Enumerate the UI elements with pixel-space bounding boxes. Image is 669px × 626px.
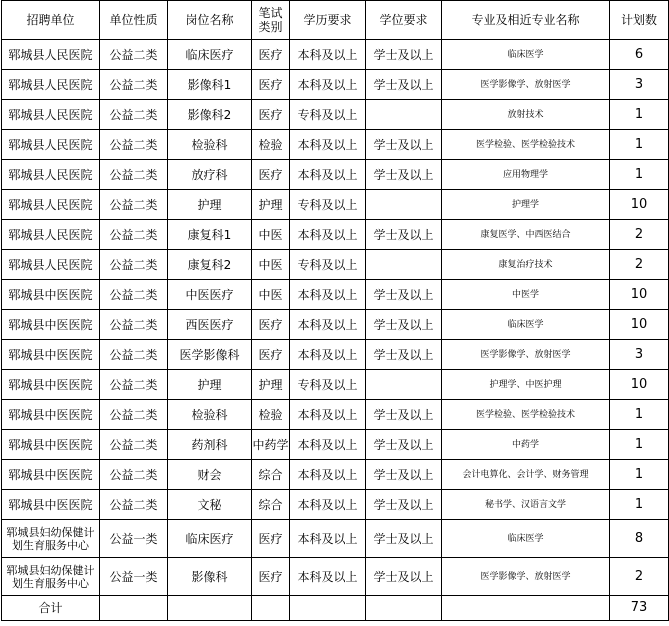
degree-cell: 学士及以上 (366, 520, 442, 558)
major-cell: 医学检验、医学检验技术 (442, 130, 610, 160)
unit-cell: 郓城县中医医院 (2, 340, 100, 370)
position-cell: 西医医疗 (168, 310, 252, 340)
total-count: 73 (610, 596, 669, 621)
major-cell: 临床医学 (442, 310, 610, 340)
unit-cell: 郓城县妇幼保健计划生育服务中心 (2, 558, 100, 596)
position-cell: 护理 (168, 190, 252, 220)
major-cell: 中医学 (442, 280, 610, 310)
education-cell: 本科及以上 (290, 558, 366, 596)
nature-cell: 公益二类 (100, 100, 168, 130)
table-row (2, 160, 669, 190)
degree-cell (366, 250, 442, 280)
unit-cell: 郓城县人民医院 (2, 250, 100, 280)
total-empty-cell (100, 596, 168, 621)
position-cell: 康复科1 (168, 220, 252, 250)
total-label: 合计 (2, 596, 100, 621)
major-cell: 秘书学、汉语言文学 (442, 490, 610, 520)
degree-cell: 学士及以上 (366, 558, 442, 596)
count-cell: 10 (610, 280, 669, 310)
table-row (2, 558, 669, 596)
nature-cell: 公益二类 (100, 400, 168, 430)
table-row (2, 490, 669, 520)
exam-cell: 医疗 (252, 310, 290, 340)
nature-cell: 公益一类 (100, 520, 168, 558)
nature-cell: 公益二类 (100, 190, 168, 220)
table-row (2, 280, 669, 310)
exam-cell: 医疗 (252, 40, 290, 70)
header-degree: 学位要求 (366, 1, 442, 40)
table-row (2, 40, 669, 70)
position-cell: 检验科 (168, 130, 252, 160)
total-row (2, 596, 669, 621)
exam-cell: 医疗 (252, 100, 290, 130)
position-cell: 药剂科 (168, 430, 252, 460)
table-row (2, 310, 669, 340)
unit-cell: 郓城县中医医院 (2, 280, 100, 310)
major-cell: 医学影像学、放射医学 (442, 558, 610, 596)
position-cell: 康复科2 (168, 250, 252, 280)
table-row (2, 220, 669, 250)
count-cell: 1 (610, 400, 669, 430)
major-cell: 放射技术 (442, 100, 610, 130)
exam-cell: 护理 (252, 370, 290, 400)
major-cell: 康复医学、中西医结合 (442, 220, 610, 250)
table-row (2, 340, 669, 370)
major-cell: 中药学 (442, 430, 610, 460)
header-nature: 单位性质 (100, 1, 168, 40)
count-cell: 2 (610, 220, 669, 250)
unit-cell: 郓城县人民医院 (2, 100, 100, 130)
degree-cell: 学士及以上 (366, 340, 442, 370)
education-cell: 专科及以上 (290, 370, 366, 400)
header-row (2, 1, 669, 40)
unit-cell: 郓城县中医医院 (2, 310, 100, 340)
exam-cell: 中医 (252, 250, 290, 280)
count-cell: 8 (610, 520, 669, 558)
position-cell: 医学影像科 (168, 340, 252, 370)
recruitment-table (1, 0, 669, 621)
education-cell: 专科及以上 (290, 190, 366, 220)
exam-cell: 医疗 (252, 160, 290, 190)
nature-cell: 公益二类 (100, 40, 168, 70)
unit-cell: 郓城县中医医院 (2, 370, 100, 400)
position-cell: 财会 (168, 460, 252, 490)
major-cell: 应用物理学 (442, 160, 610, 190)
unit-cell: 郓城县人民医院 (2, 220, 100, 250)
table-row (2, 130, 669, 160)
count-cell: 1 (610, 430, 669, 460)
position-cell: 放疗科 (168, 160, 252, 190)
degree-cell: 学士及以上 (366, 40, 442, 70)
major-cell: 临床医学 (442, 520, 610, 558)
degree-cell (366, 190, 442, 220)
exam-cell: 综合 (252, 460, 290, 490)
table-row (2, 370, 669, 400)
count-cell: 1 (610, 130, 669, 160)
exam-cell: 医疗 (252, 520, 290, 558)
exam-cell: 检验 (252, 130, 290, 160)
unit-cell: 郓城县人民医院 (2, 190, 100, 220)
education-cell: 本科及以上 (290, 40, 366, 70)
table-row (2, 460, 669, 490)
education-cell: 本科及以上 (290, 280, 366, 310)
total-empty-cell (366, 596, 442, 621)
table-row (2, 520, 669, 558)
education-cell: 本科及以上 (290, 460, 366, 490)
position-cell: 影像科2 (168, 100, 252, 130)
education-cell: 本科及以上 (290, 220, 366, 250)
nature-cell: 公益一类 (100, 558, 168, 596)
count-cell: 3 (610, 70, 669, 100)
unit-cell: 郓城县人民医院 (2, 130, 100, 160)
degree-cell (366, 370, 442, 400)
major-cell: 护理学 (442, 190, 610, 220)
position-cell: 中医医疗 (168, 280, 252, 310)
major-cell: 临床医学 (442, 40, 610, 70)
education-cell: 本科及以上 (290, 340, 366, 370)
unit-cell: 郓城县中医医院 (2, 430, 100, 460)
nature-cell: 公益二类 (100, 250, 168, 280)
major-cell: 医学检验、医学检验技术 (442, 400, 610, 430)
education-cell: 本科及以上 (290, 70, 366, 100)
degree-cell (366, 100, 442, 130)
header-position: 岗位名称 (168, 1, 252, 40)
count-cell: 10 (610, 190, 669, 220)
education-cell: 本科及以上 (290, 130, 366, 160)
exam-cell: 检验 (252, 400, 290, 430)
position-cell: 临床医疗 (168, 40, 252, 70)
unit-cell: 郓城县中医医院 (2, 400, 100, 430)
exam-cell: 中药学 (252, 430, 290, 460)
degree-cell: 学士及以上 (366, 430, 442, 460)
table-row (2, 190, 669, 220)
education-cell: 本科及以上 (290, 490, 366, 520)
degree-cell: 学士及以上 (366, 220, 442, 250)
exam-cell: 中医 (252, 220, 290, 250)
unit-cell: 郓城县中医医院 (2, 460, 100, 490)
header-count: 计划数 (610, 1, 669, 40)
exam-cell: 医疗 (252, 70, 290, 100)
position-cell: 影像科1 (168, 70, 252, 100)
degree-cell: 学士及以上 (366, 280, 442, 310)
header-unit: 招聘单位 (2, 1, 100, 40)
header-major: 专业及相近专业名称 (442, 1, 610, 40)
major-cell: 医学影像学、放射医学 (442, 70, 610, 100)
degree-cell: 学士及以上 (366, 490, 442, 520)
table-row (2, 250, 669, 280)
education-cell: 本科及以上 (290, 520, 366, 558)
table-body (2, 40, 669, 596)
education-cell: 专科及以上 (290, 250, 366, 280)
major-cell: 医学影像学、放射医学 (442, 340, 610, 370)
count-cell: 1 (610, 490, 669, 520)
position-cell: 护理 (168, 370, 252, 400)
count-cell: 6 (610, 40, 669, 70)
exam-cell: 护理 (252, 190, 290, 220)
total-empty-cell (252, 596, 290, 621)
count-cell: 10 (610, 310, 669, 340)
position-cell: 影像科 (168, 558, 252, 596)
education-cell: 本科及以上 (290, 160, 366, 190)
nature-cell: 公益二类 (100, 370, 168, 400)
exam-cell: 中医 (252, 280, 290, 310)
header-education: 学历要求 (290, 1, 366, 40)
table-row (2, 100, 669, 130)
nature-cell: 公益二类 (100, 310, 168, 340)
count-cell: 1 (610, 100, 669, 130)
total-empty-cell (290, 596, 366, 621)
position-cell: 文秘 (168, 490, 252, 520)
nature-cell: 公益二类 (100, 220, 168, 250)
major-cell: 护理学、中医护理 (442, 370, 610, 400)
position-cell: 检验科 (168, 400, 252, 430)
table-row (2, 70, 669, 100)
header-exam-line1: 笔试 (258, 6, 283, 20)
exam-cell: 医疗 (252, 340, 290, 370)
table-row (2, 400, 669, 430)
nature-cell: 公益二类 (100, 160, 168, 190)
education-cell: 本科及以上 (290, 400, 366, 430)
count-cell: 2 (610, 250, 669, 280)
count-cell: 2 (610, 558, 669, 596)
total-empty-cell (442, 596, 610, 621)
nature-cell: 公益二类 (100, 130, 168, 160)
education-cell: 本科及以上 (290, 430, 366, 460)
header-exam-line2: 类别 (258, 20, 283, 34)
education-cell: 本科及以上 (290, 310, 366, 340)
degree-cell: 学士及以上 (366, 70, 442, 100)
nature-cell: 公益二类 (100, 70, 168, 100)
count-cell: 1 (610, 460, 669, 490)
exam-cell: 综合 (252, 490, 290, 520)
degree-cell: 学士及以上 (366, 130, 442, 160)
table-row (2, 430, 669, 460)
degree-cell: 学士及以上 (366, 160, 442, 190)
total-empty-cell (168, 596, 252, 621)
nature-cell: 公益二类 (100, 430, 168, 460)
unit-cell: 郓城县中医医院 (2, 490, 100, 520)
position-cell: 临床医疗 (168, 520, 252, 558)
nature-cell: 公益二类 (100, 340, 168, 370)
exam-cell: 医疗 (252, 558, 290, 596)
unit-cell: 郓城县人民医院 (2, 70, 100, 100)
count-cell: 10 (610, 370, 669, 400)
major-cell: 会计电算化、会计学、财务管理 (442, 460, 610, 490)
unit-cell: 郓城县妇幼保健计划生育服务中心 (2, 520, 100, 558)
major-cell: 康复治疗技术 (442, 250, 610, 280)
nature-cell: 公益二类 (100, 490, 168, 520)
count-cell: 1 (610, 160, 669, 190)
unit-cell: 郓城县人民医院 (2, 160, 100, 190)
degree-cell: 学士及以上 (366, 400, 442, 430)
nature-cell: 公益二类 (100, 460, 168, 490)
unit-cell: 郓城县人民医院 (2, 40, 100, 70)
count-cell: 3 (610, 340, 669, 370)
nature-cell: 公益二类 (100, 280, 168, 310)
header-exam (252, 1, 290, 40)
education-cell: 专科及以上 (290, 100, 366, 130)
degree-cell: 学士及以上 (366, 310, 442, 340)
degree-cell: 学士及以上 (366, 460, 442, 490)
